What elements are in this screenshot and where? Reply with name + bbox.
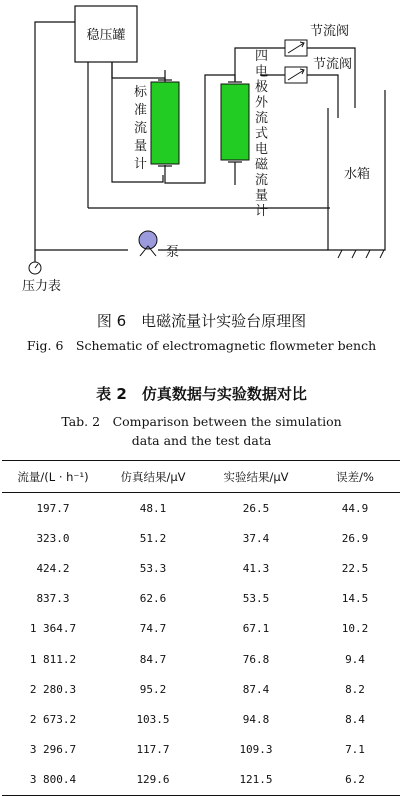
table-cell: 94.8	[242, 712, 270, 726]
standard-flowmeter	[151, 82, 179, 164]
table-row	[2, 704, 400, 734]
label-char: 流	[255, 173, 269, 188]
table-cell: 53.5	[242, 592, 270, 606]
label-char: 极	[255, 80, 269, 95]
table-cell: 2 280.3	[29, 682, 77, 696]
label-char: 电	[255, 142, 269, 157]
label-char: 计	[134, 157, 148, 172]
table-cell: 9.4	[345, 652, 365, 666]
table-cell: 3 296.7	[29, 743, 77, 757]
table-cell: 6.2	[310, 765, 400, 796]
table-cell: 74.7	[139, 622, 167, 636]
label-char: 外	[255, 95, 269, 111]
table-caption-cn: 表 2 仿真数据与实验数据对比	[96, 385, 307, 403]
header-flow: 流量/(L · h⁻¹)	[2, 461, 104, 493]
table-cell: 8.4	[345, 712, 365, 726]
table-cell: 8.2	[345, 682, 365, 696]
pressure-gauge-label: 压力表	[22, 279, 62, 294]
water-tank-label: 水箱	[344, 167, 371, 182]
table-cell: 117.7	[136, 743, 170, 757]
label-char: 量	[255, 188, 269, 204]
table-cell: 84.7	[139, 652, 167, 666]
table-cell: 1 811.2	[29, 652, 77, 666]
throttle-valve-2	[285, 67, 307, 83]
figure-caption-cn: 图 6 电磁流量计实验台原理图	[96, 312, 307, 330]
table-cell: 53.3	[139, 561, 167, 575]
table-cell: 62.6	[139, 592, 167, 606]
table-cell: 10.2	[341, 622, 369, 636]
label-char: 准	[134, 103, 148, 118]
table-cell: 3 800.4	[2, 765, 104, 796]
table-cell: 67.1	[242, 622, 270, 636]
table-row	[2, 614, 400, 644]
label-char: 式	[255, 126, 269, 142]
throttle-valve-1-label: 节流阀	[310, 24, 350, 39]
table-cell: 103.5	[136, 712, 170, 726]
table-row	[2, 765, 400, 796]
figure-caption-en: Fig. 6 Schematic of electromagnetic flowmeter bench	[26, 338, 377, 353]
table-cell: 197.7	[36, 501, 70, 515]
table-row	[2, 674, 400, 704]
pump-label: 泵	[166, 245, 180, 260]
table-row	[2, 553, 400, 583]
label-char: 电	[255, 64, 269, 80]
table-cell: 109.3	[239, 743, 273, 757]
table-cell: 1 364.7	[29, 622, 77, 636]
label-char: 标	[134, 85, 148, 100]
header-simulation: 仿真结果/μV	[104, 461, 202, 493]
table-cell: 22.5	[341, 561, 369, 575]
table-cell: 76.8	[242, 652, 270, 666]
table-cell: 424.2	[36, 561, 70, 575]
table-cell: 37.4	[242, 531, 270, 545]
table-cell: 2 673.2	[29, 712, 77, 726]
table-cell: 129.6	[104, 765, 202, 796]
comparison-table	[2, 460, 400, 796]
tank-ground	[338, 250, 384, 258]
table-cell: 41.3	[242, 561, 270, 575]
table-cell: 48.1	[139, 501, 167, 515]
table-row	[2, 735, 400, 765]
table-row	[2, 644, 400, 674]
table-row	[2, 523, 400, 553]
header-error: 误差/%	[310, 461, 400, 493]
table-cell: 87.4	[242, 682, 270, 696]
pipe-valve2-out	[307, 75, 338, 118]
table-cell: 26.5	[242, 501, 270, 515]
pipe-tank-to-std	[112, 62, 165, 80]
header-experiment: 实验结果/μV	[202, 461, 310, 493]
flowmeter-bench-schematic	[0, 0, 403, 300]
table-cell: 14.5	[341, 592, 369, 606]
standard-flowmeter-label	[134, 84, 148, 172]
table-cell: 51.2	[139, 531, 167, 545]
table-cell: 837.3	[36, 592, 70, 606]
table-caption-en-line1: Tab. 2 Comparison between the simulation	[61, 414, 342, 429]
table-cell: 44.9	[341, 501, 369, 515]
label-char: 流	[255, 111, 269, 126]
throttle-valve-2-label: 节流阀	[313, 57, 353, 72]
em-flowmeter	[221, 84, 249, 160]
label-char: 计	[255, 204, 269, 219]
label-char: 量	[134, 139, 148, 154]
table-row	[2, 584, 400, 614]
table-caption-en-line2: data and the test data	[131, 433, 272, 448]
table-cell: 26.9	[341, 531, 369, 545]
label-char: 四	[255, 49, 269, 64]
table-cell: 121.5	[202, 765, 310, 796]
em-flowmeter-label	[255, 49, 269, 219]
label-char: 磁	[255, 157, 269, 173]
table-cell: 95.2	[139, 682, 167, 696]
table-header-row	[2, 461, 400, 493]
table-cell: 7.1	[345, 743, 365, 757]
table-row	[2, 493, 400, 524]
table-cell: 323.0	[36, 531, 70, 545]
stabilizer-tank-label: 稳压罐	[86, 28, 126, 43]
label-char: 流	[134, 121, 148, 136]
throttle-valve-1	[285, 40, 307, 56]
